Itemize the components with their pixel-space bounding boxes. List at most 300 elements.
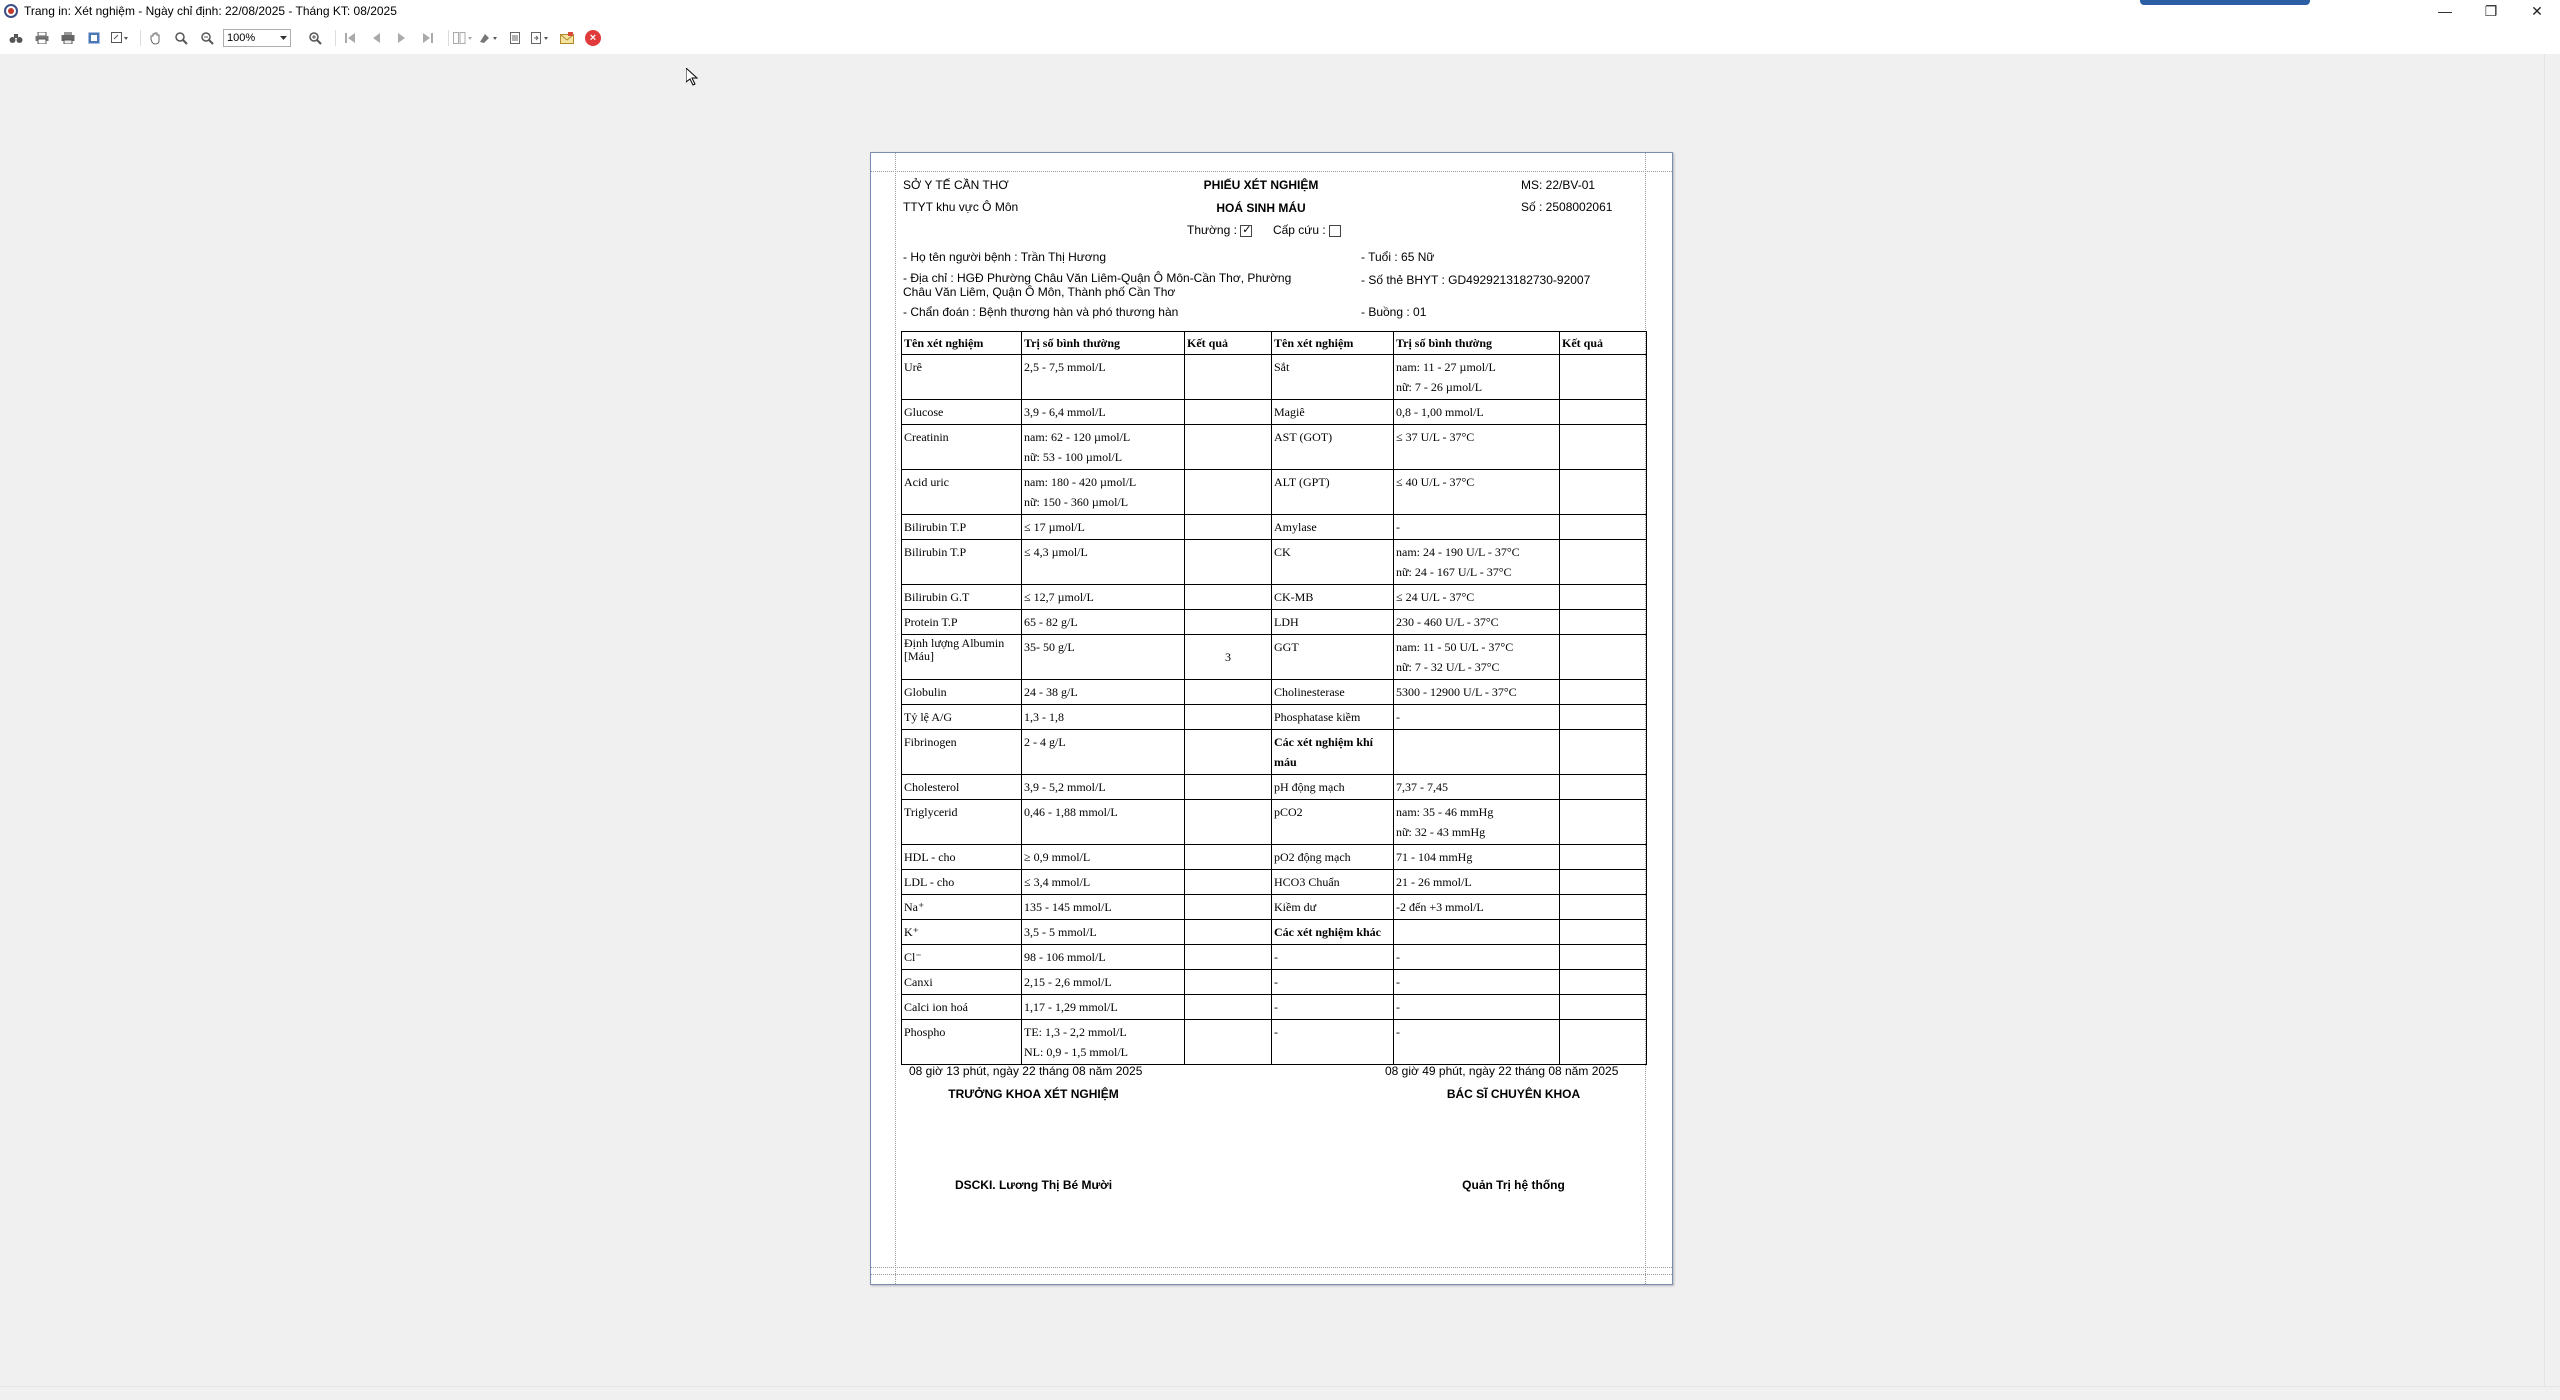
table-row (902, 515, 1647, 540)
previous-page-icon[interactable] (366, 28, 386, 48)
room: - Buồng : 01 (1361, 305, 1427, 319)
result-cell (1560, 540, 1647, 585)
binoculars-icon[interactable] (6, 28, 26, 48)
column-header: Tên xét nghiệm (1272, 332, 1394, 355)
normal-range-cell-text: 3,9 - 6,4 mmol/L (1024, 405, 1106, 419)
normal-range-cell-text: ≤ 12,7 µmol/L (1024, 590, 1094, 604)
patient-name: - Họ tên người bệnh : Trần Thị Hương (903, 250, 1107, 264)
test-name-cell-text: Canxi (904, 975, 933, 989)
normal-range-cell-text: ≤ 4,3 µmol/L (1024, 545, 1088, 559)
test-name-cell-text: Phosphatase kiềm (1274, 710, 1361, 724)
normal-range-cell-text: ≥ 0,9 mmol/L (1024, 850, 1091, 864)
normal-checkbox[interactable] (1240, 225, 1252, 237)
result-cell (1560, 515, 1647, 540)
priority-selector (1187, 223, 1341, 237)
test-name-cell (1272, 400, 1394, 425)
zoom-in-icon[interactable] (305, 28, 325, 48)
test-name-cell (1272, 1020, 1394, 1065)
multiple-pages-icon[interactable] (453, 28, 473, 48)
normal-range-cell-text: nam: 62 - 120 µmol/L (1024, 430, 1131, 444)
normal-range-cell-text: nam: 35 - 46 mmHg (1396, 805, 1494, 819)
test-name-cell-text: Bilirubin T.P (904, 520, 967, 534)
result-cell (1185, 705, 1272, 730)
test-name-cell (1272, 470, 1394, 515)
normal-range-cell-text: 21 - 26 mmol/L (1396, 875, 1472, 889)
result-cell (1560, 470, 1647, 515)
normal-range-cell (1394, 920, 1560, 945)
test-name-cell (902, 775, 1022, 800)
normal-range-cell-text: 2,5 - 7,5 mmol/L (1024, 360, 1106, 374)
result-cell (1185, 1020, 1272, 1065)
column-header: Tên xét nghiệm (902, 332, 1022, 355)
table-row (902, 400, 1647, 425)
scale-dropdown-icon[interactable] (110, 28, 130, 48)
insurance-number: - Số thẻ BHYT : GD4929213182730-92007 (1361, 273, 1591, 287)
normal-range-cell (1394, 515, 1560, 540)
emergency-checkbox[interactable] (1329, 225, 1341, 237)
result-cell (1185, 845, 1272, 870)
normal-range-cell-text: - (1396, 710, 1400, 724)
normal-range-cell (1022, 470, 1185, 515)
test-name-cell-text: Urê (904, 360, 922, 374)
normal-range-cell (1394, 895, 1560, 920)
horizontal-scrollbar[interactable] (0, 1386, 2560, 1400)
test-name-cell (1272, 995, 1394, 1020)
test-name-cell (902, 970, 1022, 995)
normal-range-cell (1022, 845, 1185, 870)
normal-range-cell-text: 98 - 106 mmol/L (1024, 950, 1106, 964)
test-name-cell (902, 585, 1022, 610)
test-name-cell (1272, 945, 1394, 970)
result-cell (1560, 705, 1647, 730)
test-name-cell (1272, 920, 1394, 945)
normal-range-cell (1022, 970, 1185, 995)
test-name-cell (1272, 775, 1394, 800)
test-name-cell-text: pO2 động mạch (1274, 850, 1351, 864)
normal-range-cell (1394, 970, 1560, 995)
test-name-cell (1272, 845, 1394, 870)
test-name-cell (902, 610, 1022, 635)
window-title: Trang in: Xét nghiệm - Ngày chỉ định: 22/08/2025 - Tháng KT: 08/2025 (24, 4, 397, 18)
page-setup-icon[interactable] (84, 28, 104, 48)
test-name-cell-text: pH động mạch (1274, 780, 1345, 794)
table-row (902, 920, 1647, 945)
table-row (902, 610, 1647, 635)
minimize-button[interactable]: — (2438, 3, 2452, 19)
test-name-cell-text: Cl⁻ (904, 950, 922, 964)
normal-range-cell (1394, 800, 1560, 845)
test-name-cell (1272, 425, 1394, 470)
test-name-cell (902, 920, 1022, 945)
normal-range-cell (1022, 995, 1185, 1020)
result-cell (1560, 610, 1647, 635)
normal-range-cell-text: 5300 - 12900 U/L - 37°C (1396, 685, 1517, 699)
test-name-cell-text: Bilirubin G.T (904, 590, 970, 604)
result-cell-text: 3 (1225, 650, 1231, 664)
report-number: Số : 2508002061 (1521, 200, 1613, 214)
normal-range-cell-text: 3,5 - 5 mmol/L (1024, 925, 1097, 939)
result-cell (1560, 870, 1647, 895)
normal-range-cell (1022, 585, 1185, 610)
normal-range-cell (1022, 870, 1185, 895)
normal-range-cell-text: nữ: 53 - 100 µmol/L (1024, 450, 1123, 464)
normal-range-cell (1022, 920, 1185, 945)
test-name-cell-text: pCO2 (1274, 805, 1303, 819)
normal-range-cell (1394, 730, 1560, 775)
chevron-down-icon (280, 36, 287, 41)
mouse-cursor-icon (686, 68, 698, 86)
table-row (902, 800, 1647, 845)
result-cell (1185, 585, 1272, 610)
result-cell (1560, 920, 1647, 945)
vertical-scrollbar[interactable] (2544, 54, 2560, 1386)
table-row (902, 730, 1647, 775)
test-name-cell (902, 635, 1022, 680)
restore-button[interactable]: ❐ (2484, 2, 2498, 19)
test-name-cell-text: Sắt (1274, 360, 1290, 374)
normal-range-cell-text: 1,17 - 1,29 mmol/L (1024, 1000, 1118, 1014)
signed-time-left: 08 giờ 13 phút, ngày 22 tháng 08 năm 2025 (909, 1064, 1143, 1078)
org-line-2: TTYT khu vực Ô Môn (903, 200, 1019, 214)
normal-range-cell (1394, 1020, 1560, 1065)
normal-range-cell (1022, 1020, 1185, 1065)
table-row (902, 970, 1647, 995)
lab-results-table (901, 331, 1647, 1065)
normal-range-cell-text: - (1396, 1000, 1400, 1014)
normal-range-cell-text: 7,37 - 7,45 (1396, 780, 1448, 794)
result-cell (1185, 635, 1272, 680)
test-name-cell-text: CK (1274, 545, 1291, 559)
table-row (902, 945, 1647, 970)
test-name-cell (902, 425, 1022, 470)
result-cell (1185, 970, 1272, 995)
test-name-cell (902, 355, 1022, 400)
report-subtitle: HOÁ SINH MÁU (1216, 201, 1306, 215)
result-cell (1185, 355, 1272, 400)
result-cell (1185, 540, 1272, 585)
test-name-cell-text: Na⁺ (904, 900, 925, 914)
normal-range-cell (1022, 730, 1185, 775)
result-cell (1560, 970, 1647, 995)
test-name-cell-text: - (1274, 1000, 1278, 1014)
document-map-icon[interactable] (505, 28, 525, 48)
report-page (870, 152, 1673, 1285)
test-name-cell (1272, 730, 1394, 775)
normal-range-cell-text: nữ: 150 - 360 µmol/L (1024, 495, 1129, 509)
normal-range-cell (1022, 425, 1185, 470)
column-header: Trị số bình thường (1394, 332, 1560, 355)
normal-range-cell (1022, 800, 1185, 845)
table-row (902, 355, 1647, 400)
title-bar (0, 0, 2560, 22)
normal-range-cell-text: - (1396, 520, 1400, 534)
app-icon (4, 4, 18, 18)
normal-range-cell (1022, 515, 1185, 540)
test-name-cell (1272, 635, 1394, 680)
result-cell (1560, 585, 1647, 610)
test-name-cell-text: Protein T.P (904, 615, 958, 629)
test-name-cell (1272, 515, 1394, 540)
send-email-icon[interactable] (557, 28, 577, 48)
normal-range-cell (1022, 680, 1185, 705)
next-page-icon[interactable] (392, 28, 412, 48)
normal-range-cell-text: TE: 1,3 - 2,2 mmol/L (1024, 1025, 1127, 1039)
normal-range-cell (1022, 540, 1185, 585)
normal-range-cell-text: - (1396, 975, 1400, 989)
margin-guide (871, 171, 1672, 172)
table-row (902, 705, 1647, 730)
test-name-cell-text: AST (GOT) (1274, 430, 1333, 444)
normal-range-cell-text: nữ: 7 - 32 U/L - 37°C (1396, 660, 1500, 674)
test-name-cell (1272, 680, 1394, 705)
test-name-cell (902, 870, 1022, 895)
normal-range-cell-text: 1,3 - 1,8 (1024, 710, 1064, 724)
normal-range-cell-text: - (1396, 950, 1400, 964)
table-row (902, 635, 1647, 680)
normal-range-cell (1394, 540, 1560, 585)
result-cell (1185, 610, 1272, 635)
hand-tool-icon[interactable] (145, 28, 165, 48)
normal-range-cell-text: nữ: 24 - 167 U/L - 37°C (1396, 565, 1512, 579)
result-cell (1560, 995, 1647, 1020)
normal-range-cell (1394, 470, 1560, 515)
normal-range-cell-text: ≤ 37 U/L - 37°C (1396, 430, 1475, 444)
normal-range-cell-text: 24 - 38 g/L (1024, 685, 1078, 699)
normal-range-cell-text: 2,15 - 2,6 mmol/L (1024, 975, 1112, 989)
normal-range-cell-text: nữ: 32 - 43 mmHg (1396, 825, 1486, 839)
result-cell (1185, 730, 1272, 775)
test-name-cell-text: Globulin (904, 685, 947, 699)
normal-range-cell-text: 65 - 82 g/L (1024, 615, 1078, 629)
test-name-cell (1272, 540, 1394, 585)
table-row (902, 425, 1647, 470)
test-name-cell-text: Calci ion hoá (904, 1000, 968, 1014)
test-name-cell-text: HCO3 Chuẩn (1274, 875, 1340, 889)
result-cell (1185, 995, 1272, 1020)
first-page-icon[interactable] (340, 28, 360, 48)
test-name-cell-text: CK-MB (1274, 590, 1314, 604)
test-name-cell-text: Creatinin (904, 430, 949, 444)
normal-range-cell (1394, 355, 1560, 400)
normal-range-cell-text: 71 - 104 mmHg (1396, 850, 1473, 864)
patient-age-sex: - Tuổi : 65 Nữ (1361, 250, 1435, 264)
test-name-cell (1272, 970, 1394, 995)
normal-range-cell (1394, 425, 1560, 470)
column-header: Kết quả (1560, 332, 1647, 355)
normal-range-cell (1394, 400, 1560, 425)
report-title: PHIẾU XÉT NGHIỆM (1203, 178, 1319, 192)
org-line-1: SỞ Y TẾ CẦN THƠ (903, 178, 1009, 192)
normal-range-cell (1022, 610, 1185, 635)
result-cell (1185, 680, 1272, 705)
test-name-cell-text: HDL - cho (904, 850, 956, 864)
test-name-cell-text: Các xét nghiệm khí máu (1274, 735, 1373, 769)
table-header-row (902, 332, 1647, 355)
test-name-cell (1272, 895, 1394, 920)
test-name-cell (902, 895, 1022, 920)
test-name-cell-text: Fibrinogen (904, 735, 957, 749)
result-cell (1560, 425, 1647, 470)
toolbar-separator (140, 30, 141, 46)
test-name-cell-text: Amylase (1274, 520, 1317, 534)
normal-range-cell-text: nam: 11 - 50 U/L - 37°C (1396, 640, 1514, 654)
taskbar-accent (2140, 0, 2310, 5)
signer-right: Quản Trị hệ thống (1462, 1178, 1565, 1192)
normal-range-cell-text: nam: 11 - 27 µmol/L (1396, 360, 1496, 374)
normal-range-cell (1022, 400, 1185, 425)
result-cell (1560, 1020, 1647, 1065)
emergency-label: Cấp cứu : (1272, 223, 1326, 237)
result-cell (1560, 680, 1647, 705)
close-preview-icon[interactable]: × (583, 28, 603, 48)
result-cell (1185, 945, 1272, 970)
table-row (902, 585, 1647, 610)
table-row (902, 845, 1647, 870)
test-name-cell-text: LDL - cho (904, 875, 955, 889)
result-cell (1560, 775, 1647, 800)
normal-range-cell (1394, 845, 1560, 870)
result-cell (1185, 895, 1272, 920)
test-name-cell (902, 945, 1022, 970)
normal-range-cell-text: nam: 180 - 420 µmol/L (1024, 475, 1137, 489)
test-name-cell (902, 470, 1022, 515)
test-name-cell-text: Tỷ lệ A/G (904, 710, 952, 724)
test-name-cell-text: - (1274, 950, 1278, 964)
test-name-cell (902, 845, 1022, 870)
result-cell (1185, 800, 1272, 845)
result-cell (1560, 845, 1647, 870)
result-cell (1560, 730, 1647, 775)
result-cell (1185, 425, 1272, 470)
address-line-2: Châu Văn Liêm, Quận Ô Môn, Thành phố Cần Thơ (903, 285, 1176, 299)
normal-range-cell-text: NL: 0,9 - 1,5 mmol/L (1024, 1045, 1128, 1059)
column-header: Trị số bình thường (1022, 332, 1185, 355)
normal-range-cell (1394, 775, 1560, 800)
test-name-cell (902, 400, 1022, 425)
zoom-value: 100% (227, 32, 256, 44)
normal-range-cell (1394, 635, 1560, 680)
result-cell (1185, 775, 1272, 800)
normal-range-cell-text: 230 - 460 U/L - 37°C (1396, 615, 1499, 629)
result-cell (1185, 920, 1272, 945)
table-row (902, 470, 1647, 515)
normal-range-cell (1022, 635, 1185, 680)
margin-guide (871, 1274, 1672, 1275)
normal-range-cell (1394, 585, 1560, 610)
result-cell (1185, 470, 1272, 515)
result-cell (1560, 635, 1647, 680)
result-cell (1185, 870, 1272, 895)
column-header: Kết quả (1185, 332, 1272, 355)
test-name-cell (1272, 705, 1394, 730)
normal-range-cell-text: 135 - 145 mmol/L (1024, 900, 1112, 914)
print-preview-toolbar (0, 22, 2560, 54)
test-name-cell (902, 995, 1022, 1020)
test-name-cell-text: Cholinesterase (1274, 685, 1345, 699)
normal-range-cell-text: 35- 50 g/L (1024, 640, 1075, 654)
test-name-cell (1272, 870, 1394, 895)
diagnosis: - Chẩn đoán : Bệnh thương hàn và phó thương hàn (903, 305, 1179, 319)
last-page-icon[interactable] (418, 28, 438, 48)
result-cell (1560, 355, 1647, 400)
result-cell (1560, 895, 1647, 920)
test-name-cell-text: ALT (GPT) (1274, 475, 1330, 489)
normal-range-cell-text: ≤ 17 µmol/L (1024, 520, 1085, 534)
normal-range-cell (1394, 680, 1560, 705)
close-button[interactable]: ✕ (2531, 2, 2543, 19)
margin-guide (895, 153, 896, 1284)
zoom-select[interactable] (223, 29, 291, 47)
normal-range-cell (1022, 775, 1185, 800)
normal-range-cell-text: 3,9 - 5,2 mmol/L (1024, 780, 1106, 794)
role-left: TRƯỞNG KHOA XÉT NGHIỆM (948, 1087, 1119, 1101)
result-cell (1560, 400, 1647, 425)
address-line-1: - Địa chỉ : HGĐ Phường Châu Văn Liêm-Quận Ô Môn-Cần Thơ, Phường (903, 271, 1292, 285)
result-cell (1185, 400, 1272, 425)
test-name-cell-text: Kiềm dư (1274, 900, 1317, 914)
normal-range-cell-text: ≤ 40 U/L - 37°C (1396, 475, 1475, 489)
page-color-icon[interactable] (479, 28, 499, 48)
normal-range-cell (1022, 705, 1185, 730)
test-name-cell-text: - (1274, 975, 1278, 989)
normal-range-cell (1394, 610, 1560, 635)
normal-range-cell-text: ≤ 3,4 mmol/L (1024, 875, 1091, 889)
test-name-cell-text: Glucose (904, 405, 944, 419)
margin-guide (871, 1267, 1672, 1268)
normal-label: Thường : (1187, 223, 1237, 237)
table-row (902, 995, 1647, 1020)
normal-range-cell-text: 2 - 4 g/L (1024, 735, 1066, 749)
test-name-cell (902, 1020, 1022, 1065)
print-icon[interactable] (32, 28, 52, 48)
test-name-cell (1272, 355, 1394, 400)
table-row (902, 895, 1647, 920)
quick-print-icon[interactable] (58, 28, 78, 48)
normal-range-cell-text: ≤ 24 U/L - 37°C (1396, 590, 1475, 604)
toolbar-separator (335, 30, 336, 46)
test-name-cell-text: Triglycerid (904, 805, 958, 819)
normal-range-cell (1394, 705, 1560, 730)
test-name-cell-text: Bilirubin T.P (904, 545, 967, 559)
test-name-cell (902, 705, 1022, 730)
table-row (902, 870, 1647, 895)
table-row (902, 1020, 1647, 1065)
magnifier-icon[interactable] (171, 28, 191, 48)
signer-left: DSCKI. Lương Thị Bé Mười (954, 1178, 1113, 1192)
normal-range-cell (1394, 945, 1560, 970)
test-name-cell-text: Các xét nghiệm khác (1274, 925, 1381, 939)
test-name-cell-text: GGT (1274, 640, 1299, 654)
test-name-cell (902, 540, 1022, 585)
test-name-cell (902, 730, 1022, 775)
test-name-cell (1272, 585, 1394, 610)
normal-range-cell-text: 0,8 - 1,00 mmol/L (1396, 405, 1484, 419)
test-name-cell (902, 800, 1022, 845)
normal-range-cell (1022, 945, 1185, 970)
signed-time-right: 08 giờ 49 phút, ngày 22 tháng 08 năm 2025 (1385, 1064, 1619, 1078)
zoom-out-icon[interactable] (197, 28, 217, 48)
role-right: BÁC SĨ CHUYÊN KHOA (1446, 1087, 1581, 1101)
normal-range-cell (1022, 895, 1185, 920)
test-name-cell-text: - (1274, 1025, 1278, 1039)
normal-range-cell (1022, 355, 1185, 400)
form-code: MS: 22/BV-01 (1521, 178, 1596, 192)
normal-range-cell (1394, 995, 1560, 1020)
test-name-cell (1272, 610, 1394, 635)
normal-range-cell (1394, 870, 1560, 895)
export-icon[interactable] (531, 28, 551, 48)
test-name-cell-text: Định lượng Albumin [Máu] (904, 636, 1005, 663)
